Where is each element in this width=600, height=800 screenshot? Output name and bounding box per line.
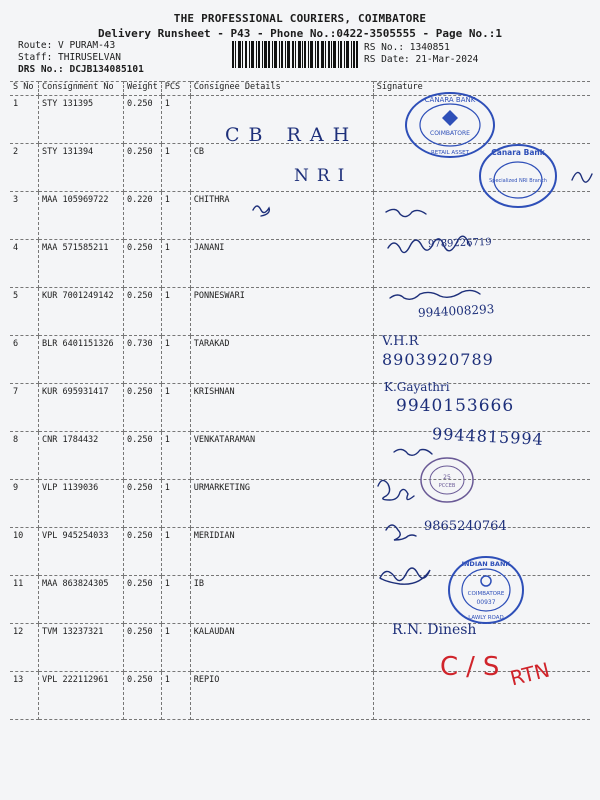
cell-sno: 12 — [10, 624, 39, 672]
cell-consignment-no: CNR 1784432 — [39, 432, 124, 480]
rs-number: RS No.: 1340851 — [364, 42, 450, 53]
cell-pcs: 1 — [161, 384, 190, 432]
cell-pcs: 1 — [161, 576, 190, 624]
cell-consignment-no: STY 131395 — [39, 96, 124, 144]
cell-signature — [373, 624, 590, 672]
cell-consignee: MERIDIAN — [190, 528, 373, 576]
rs-date: RS Date: 21-Mar-2024 — [364, 54, 479, 65]
cell-signature — [373, 288, 590, 336]
table-row — [10, 432, 590, 480]
stamp-text: 25 — [443, 474, 451, 481]
cell-consignment-no: TVM 13237321 — [39, 624, 124, 672]
cell-weight: 0.250 — [124, 528, 162, 576]
cell-consignment-no: KUR 695931417 — [39, 384, 124, 432]
cell-signature — [373, 528, 590, 576]
stamp-text: COIMBATORE — [467, 591, 505, 597]
staff-label: Staff: THIRUSELVAN — [18, 52, 121, 63]
cell-weight: 0.250 — [124, 672, 162, 720]
stamp-text: Canara Bank — [491, 148, 545, 157]
handwritten-cs: C/S — [440, 652, 508, 682]
cell-signature — [373, 144, 590, 192]
table-row — [10, 288, 590, 336]
cell-weight: 0.250 — [124, 624, 162, 672]
cell-consignee: CB — [190, 144, 373, 192]
table-row — [10, 192, 590, 240]
table-row — [10, 336, 590, 384]
handwritten-phone-5: 9944008293 — [417, 302, 495, 320]
cell-sno: 2 — [10, 144, 39, 192]
cell-signature — [373, 576, 590, 624]
cell-sno: 4 — [10, 240, 39, 288]
runsheet-title: Delivery Runsheet - P43 - Phone No.:0422-3505555 - Page No.:1 — [98, 27, 502, 40]
cell-sno: 8 — [10, 432, 39, 480]
cell-consignment-no: MAA 105969722 — [39, 192, 124, 240]
header-pcs: PCS — [161, 82, 190, 96]
table-row — [10, 528, 590, 576]
cell-pcs: 1 — [161, 144, 190, 192]
cell-consignment-no: MAA 571585211 — [39, 240, 124, 288]
runsheet-table — [10, 81, 590, 720]
cell-consignee: JANANI — [190, 240, 373, 288]
cell-consignment-no: KUR 7001249142 — [39, 288, 124, 336]
cell-weight: 0.250 — [124, 576, 162, 624]
cell-pcs: 1 — [161, 240, 190, 288]
cell-weight: 0.250 — [124, 96, 162, 144]
handwritten-name-7: K.Gayathri — [384, 380, 450, 394]
handwritten-name-6: V.H.R — [382, 334, 419, 349]
table-row — [10, 624, 590, 672]
cell-consignment-no: STY 131394 — [39, 144, 124, 192]
cell-consignment-no: VLP 1139036 — [39, 480, 124, 528]
cell-signature — [373, 336, 590, 384]
cell-weight: 0.730 — [124, 336, 162, 384]
cell-weight: 0.250 — [124, 288, 162, 336]
table-header-row — [10, 82, 590, 96]
stamp-text: CANARA BANK — [424, 96, 476, 104]
cell-sno: 10 — [10, 528, 39, 576]
cell-consignee: TARAKAD — [190, 336, 373, 384]
table-row — [10, 384, 590, 432]
cell-weight: 0.220 — [124, 192, 162, 240]
cell-signature — [373, 672, 590, 720]
cell-weight: 0.250 — [124, 480, 162, 528]
table-row — [10, 96, 590, 144]
cell-pcs: 1 — [161, 288, 190, 336]
handwritten-phone-7: 9940153666 — [396, 396, 515, 416]
stamp-text: COIMBATORE — [430, 130, 470, 137]
cell-consignee: CHITHRA — [190, 192, 373, 240]
cell-signature — [373, 240, 590, 288]
cell-signature — [373, 432, 590, 480]
table-row — [10, 576, 590, 624]
cell-weight: 0.250 — [124, 240, 162, 288]
company-title: THE PROFESSIONAL COURIERS, COIMBATORE — [173, 12, 427, 25]
cell-consignment-no: BLR 6401151326 — [39, 336, 124, 384]
cell-pcs: 1 — [161, 96, 190, 144]
cell-sno: 11 — [10, 576, 39, 624]
handwritten-cb-rah: CB RAH — [225, 124, 359, 146]
cell-sno: 3 — [10, 192, 39, 240]
handwritten-phone-3: 9789226719 — [427, 236, 492, 251]
handwritten-name-12: R.N. Dinesh — [392, 622, 477, 638]
cell-weight: 0.250 — [124, 432, 162, 480]
cell-sno: 13 — [10, 672, 39, 720]
cell-signature — [373, 384, 590, 432]
cell-signature — [373, 480, 590, 528]
stamp-text: 00937 — [476, 599, 496, 606]
stamp-text: LAWLY ROAD — [468, 615, 504, 621]
handwritten-rtn: RTN — [507, 657, 552, 691]
cell-pcs: 1 — [161, 624, 190, 672]
barcode — [232, 41, 358, 68]
header-consignee: Consignee Details — [190, 82, 373, 96]
header-signature: Signature — [373, 82, 590, 96]
handwritten-nri: NRI — [294, 166, 353, 186]
cell-pcs: 1 — [161, 336, 190, 384]
cell-consignment-no: VPL 222112961 — [39, 672, 124, 720]
handwritten-phone-6: 8903920789 — [382, 350, 494, 369]
cell-signature — [373, 96, 590, 144]
cell-consignee: REPIO — [190, 672, 373, 720]
cell-sno: 6 — [10, 336, 39, 384]
cell-sno: 5 — [10, 288, 39, 336]
cell-sno: 9 — [10, 480, 39, 528]
cell-weight: 0.250 — [124, 144, 162, 192]
stamp-text: RETAIL ASSET — [430, 150, 470, 156]
drs-number: DRS No.: DCJB134085101 — [18, 64, 144, 75]
header-sno: S No — [10, 82, 39, 96]
stamp-text: Specialized NRI Branch — [489, 178, 547, 184]
cell-signature — [373, 192, 590, 240]
cell-pcs: 1 — [161, 528, 190, 576]
cell-pcs: 1 — [161, 480, 190, 528]
stamp-text: INDIAN BANK — [461, 560, 511, 568]
cell-weight: 0.250 — [124, 384, 162, 432]
cell-pcs: 1 — [161, 432, 190, 480]
cell-consignee: KALAUDAN — [190, 624, 373, 672]
cell-consignee: VENKATARAMAN — [190, 432, 373, 480]
cell-sno: 1 — [10, 96, 39, 144]
cell-consignee: PONNESWARI — [190, 288, 373, 336]
cell-pcs: 1 — [161, 192, 190, 240]
cell-consignee: IB — [190, 576, 373, 624]
handwritten-phone-10: 9865240764 — [424, 519, 507, 534]
header-weight: Weight — [124, 82, 162, 96]
handwritten-phone-8: 9944815994 — [431, 424, 545, 449]
table-row — [10, 672, 590, 720]
cell-consignment-no: MAA 863824305 — [39, 576, 124, 624]
table-row — [10, 240, 590, 288]
cell-consignee — [190, 96, 373, 144]
cell-consignment-no: VPL 945254033 — [39, 528, 124, 576]
route-label: Route: V PURAM-43 — [18, 40, 116, 51]
cell-consignee: KRISHNAN — [190, 384, 373, 432]
cell-consignee: URMARKETING — [190, 480, 373, 528]
table-row — [10, 144, 590, 192]
table-row — [10, 480, 590, 528]
header-consignment: Consignment No — [39, 82, 124, 96]
cell-pcs: 1 — [161, 672, 190, 720]
stamp-text: PCCEB — [438, 483, 456, 489]
cell-sno: 7 — [10, 384, 39, 432]
